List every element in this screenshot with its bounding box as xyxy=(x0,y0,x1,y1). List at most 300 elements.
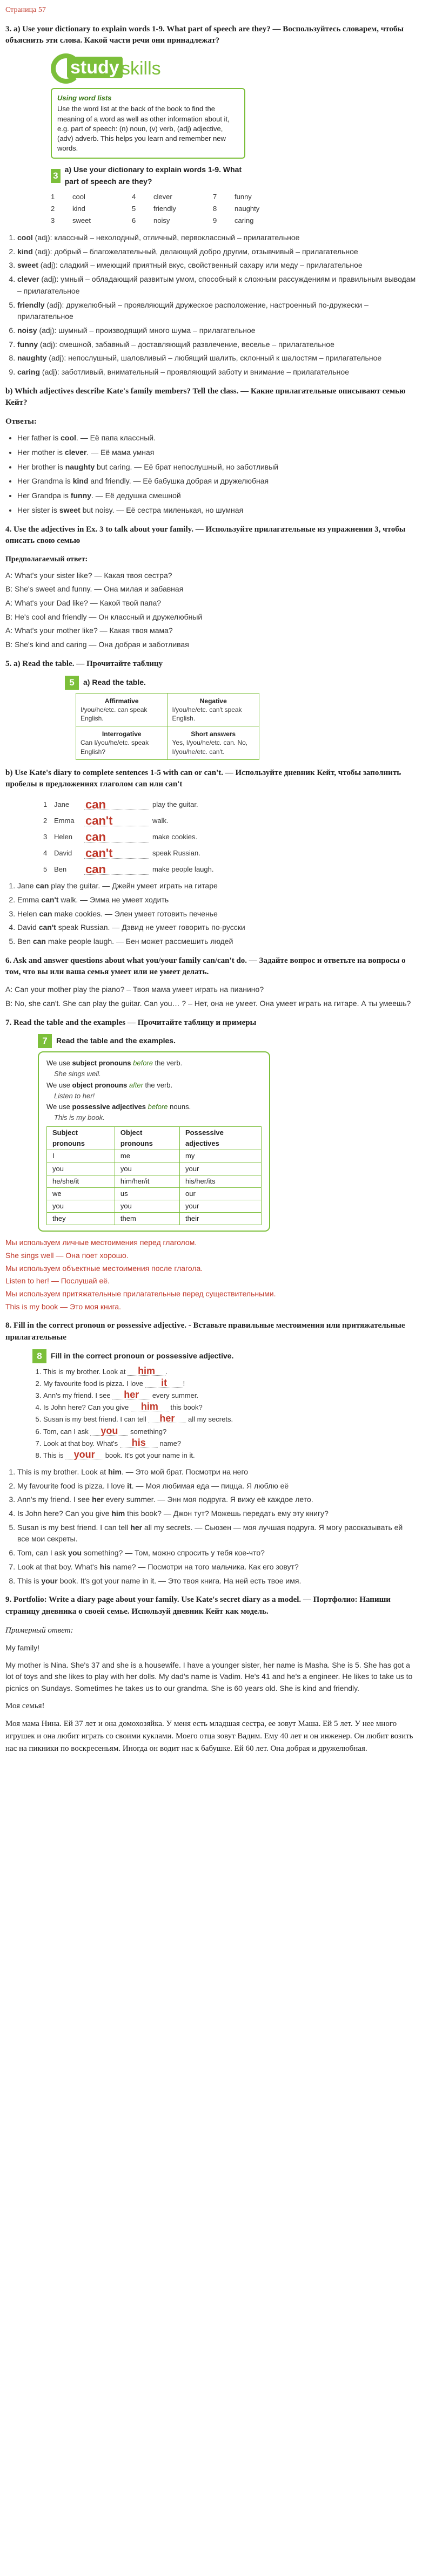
page-number: Страница 57 xyxy=(5,6,46,14)
list-item xyxy=(17,246,417,258)
answer-pre: Her Grandpa is xyxy=(17,491,71,500)
answer-pre: Ann's my friend. I see xyxy=(17,1495,92,1504)
answer-pre: Helen xyxy=(17,909,39,918)
rule-note: Мы используем личные местоимения перед глаголом. xyxy=(5,1238,197,1247)
word: friendly xyxy=(153,204,176,213)
handwritten-answer: you xyxy=(90,1426,128,1436)
answer-word: cool xyxy=(17,233,33,242)
word-number: 3 xyxy=(51,216,55,225)
interrogative-head: Interrogative xyxy=(102,730,142,738)
answer-bold: sweet xyxy=(59,505,81,514)
table-row xyxy=(47,1163,262,1175)
answer-blank xyxy=(84,862,149,876)
sentence-number: 1 xyxy=(43,800,48,809)
answer-post: make people laugh. — Бен может рассмешить людей xyxy=(45,936,233,946)
handwritten-answer: his xyxy=(120,1438,158,1447)
word-number: 2 xyxy=(51,204,55,213)
answer-pre: Her brother is xyxy=(17,462,65,471)
dialog-line: B: She's sweet and funny. — Она милая и забавная xyxy=(5,584,184,594)
rule-1-green: before xyxy=(131,1059,153,1068)
answer-bold: can't xyxy=(41,895,59,904)
rule-1-pre: We use xyxy=(46,1059,72,1068)
pronoun-cell: our xyxy=(180,1187,262,1200)
list-item xyxy=(17,1547,417,1559)
word-number: 8 xyxy=(213,204,217,213)
question-3b: b) Which adjectives describe Kate's family members? Tell the class. — Какие прилагательные описывают семью Кейт? xyxy=(5,386,406,407)
answer-post: book. It's got your name in it. — Это твоя книга. На ней есть твое имя. xyxy=(57,1576,302,1585)
list-item xyxy=(17,325,417,337)
sentence-row xyxy=(43,845,249,859)
sentence-name: Emma xyxy=(54,817,75,825)
pronoun-header-cell: Subject pronouns xyxy=(47,1127,115,1150)
answer-post: name? — Посмотри на того мальчика. Как его зовут? xyxy=(110,1562,299,1571)
list-item xyxy=(17,352,417,364)
ru-greeting: Моя семья! xyxy=(5,1701,45,1710)
pronoun-cell: me xyxy=(115,1150,179,1163)
word: sweet xyxy=(72,216,91,225)
rule-note: Мы используем притяжательные прилагательные перед существительными. xyxy=(5,1289,276,1299)
answer-pre: Tom, can I ask xyxy=(17,1548,69,1558)
sentence-pre: This is xyxy=(43,1451,66,1459)
rule-2-bold: object pronouns xyxy=(72,1080,128,1089)
question-4-dialog xyxy=(5,570,417,651)
answer-word: clever xyxy=(17,275,39,284)
list-item xyxy=(17,894,417,906)
answer-pre: Is John here? Can you give xyxy=(17,1509,112,1518)
answer-bold: him xyxy=(108,1467,122,1477)
study-skills-logo xyxy=(51,53,245,85)
pronoun-cell: my xyxy=(180,1150,262,1163)
question-3a-answers xyxy=(5,232,417,378)
rule-3-bold: possessive adjectives xyxy=(72,1102,146,1111)
answer-bold: can xyxy=(39,909,52,918)
pronoun-cell: him/her/it xyxy=(115,1175,179,1187)
word: clever xyxy=(153,192,172,201)
answer-definition: (adj): шумный – производящий много шума – прилагательное xyxy=(37,325,256,335)
list-item xyxy=(43,1438,270,1449)
rule-note: This is my book — Это моя книга. xyxy=(5,1302,122,1311)
answer-post: . — Её дедушка смешной xyxy=(91,491,181,500)
answer-blank xyxy=(84,798,149,812)
rule-note: She sings well — Она поет хорошо. xyxy=(5,1250,129,1260)
dialog-line: A: What's your Dad like? — Какой твой папа? xyxy=(5,599,162,608)
handwritten-answer: him xyxy=(128,1367,165,1376)
exercise-number-badge: 7 xyxy=(38,1034,52,1048)
table-row xyxy=(47,1213,262,1225)
sentence-name: Jane xyxy=(54,800,70,809)
sentence-post: book. It's got your name in it. xyxy=(103,1451,195,1459)
rule-3 xyxy=(46,1102,262,1112)
sentence-number: 4 xyxy=(43,849,48,858)
answer-pre: Look at that boy. What's xyxy=(17,1562,100,1571)
list-item xyxy=(17,475,417,487)
answer-word: naughty xyxy=(17,354,47,363)
sentence-name: Ben xyxy=(54,865,67,874)
answer-pre: David xyxy=(17,923,39,932)
word-number: 7 xyxy=(213,192,217,201)
answer-bold: him xyxy=(111,1509,125,1518)
list-item xyxy=(17,432,417,444)
answer-pre: Emma xyxy=(17,895,42,904)
answer-bold: naughty xyxy=(65,462,95,471)
answer-post: every summer. — Энн моя подруга. Я вижу её каждое лето. xyxy=(103,1495,313,1504)
handwritten-answer: can't xyxy=(85,814,113,828)
sentence-post: name? xyxy=(157,1439,182,1447)
sentence-row xyxy=(43,861,249,875)
list-item xyxy=(17,1494,417,1506)
sentence-number: 5 xyxy=(43,865,48,874)
sentence-rest: walk. xyxy=(152,817,169,825)
pronoun-table-header xyxy=(47,1127,262,1150)
sentence-pre: Look at that boy. What's xyxy=(43,1439,120,1447)
answer-bold: cool xyxy=(61,433,76,443)
question-4: 4. Use the adjectives in Ex. 3 to talk about your family. — Используйте прилагательные из упражнения 3, чтобы описать свою семью xyxy=(5,525,406,546)
exercise-5-title: a) Read the table. xyxy=(83,677,146,687)
answer-post: something? — Том, можно спросить у тебя кое-что? xyxy=(82,1548,265,1558)
answer-definition: (adj): умный – обладающий развитым умом, способный к сложным рассуждениям и правильным выводам – прилагательное xyxy=(17,275,416,295)
answer-pre: Her Grandma is xyxy=(17,477,73,486)
rule-1 xyxy=(46,1058,262,1069)
sentence-rest: make cookies. xyxy=(152,833,198,841)
affirmative-body: I/you/he/etc. can speak English. xyxy=(81,705,148,722)
interrogative-cell xyxy=(76,726,168,760)
sentence-pre: Ann's my friend. I see xyxy=(43,1391,113,1400)
answer-word: noisy xyxy=(17,325,37,335)
sentence-post: something? xyxy=(128,1427,167,1436)
answer-post: walk. — Эмма не умеет ходить xyxy=(58,895,169,904)
answer-bold: clever xyxy=(64,448,87,457)
en-text: My mother is Nina. She's 37 and she is a housewife. I have a younger sister, her name is Masha. She is 5. She has got a lot of toys and she likes to play with her dolls. My dad's name is Vadim. He's 41 and he's a engineer. He likes to take us to picnics on Sundays. Sometimes he takes us to our grandma. She is 60 years old. She is kind and friendly. xyxy=(5,1660,413,1693)
answer-pre: Her sister is xyxy=(17,505,59,514)
answer-bold: it xyxy=(127,1481,132,1490)
sentence-pre: My favourite food is pizza. I love xyxy=(43,1379,145,1388)
answer-post: . — Это мой брат. Посмотри на него xyxy=(121,1467,249,1477)
table-row xyxy=(47,1187,262,1200)
dialog-line: B: She's kind and caring — Она добрая и заботливая xyxy=(5,640,189,649)
answer-definition: (adj): добрый – благожелательный, делающий добро другим, отзывчивый – прилагательное xyxy=(32,247,358,256)
answer-definition: (adj): сладкий – имеющий приятный вкус, свойственный сахару или меду – прилагательное xyxy=(38,261,363,270)
sentence-post: . xyxy=(165,1367,168,1376)
dialog-line: A: What's your sister like? — Какая твоя сестра? xyxy=(5,570,172,580)
answer-post: this book? — Джон тут? Можешь передать ему эту книгу? xyxy=(125,1509,329,1518)
list-item xyxy=(43,1402,270,1413)
list-item xyxy=(43,1426,270,1437)
rule-2-post: the verb. xyxy=(143,1080,173,1089)
affirmative-head: Affirmative xyxy=(104,697,139,705)
answer-post: make cookies. — Элен умеет готовить печенье xyxy=(52,909,218,918)
exercise-5b-sentences xyxy=(43,796,249,875)
sentence-pre: Is John here? Can you give xyxy=(43,1403,131,1412)
list-item xyxy=(17,274,417,297)
word: naughty xyxy=(235,204,260,213)
answer-bold: you xyxy=(68,1548,82,1558)
exercise-5-panel xyxy=(65,676,270,760)
handwritten-answer: him xyxy=(131,1402,169,1411)
dialog-line: B: No, she can't. She can play the guitar. Can you… ? – Нет, она не умеет. Она умеет играть на гитаре. А ты умеешь? xyxy=(5,998,411,1008)
short-answers-cell xyxy=(168,726,259,760)
sentence-pre: This is my brother. Look at xyxy=(43,1367,128,1376)
answer-definition: (adj): заботливый, внимательный – проявляющий заботу и внимание – прилагательное xyxy=(40,367,349,376)
rule-1-post: the verb. xyxy=(153,1059,183,1068)
pronoun-cell: you xyxy=(47,1200,115,1212)
handwritten-answer: can xyxy=(85,862,106,876)
rule-1-sample: She sings well. xyxy=(54,1070,101,1078)
answer-pre: Her mother is xyxy=(17,448,65,457)
handwritten-answer: her xyxy=(112,1390,150,1399)
answer-pre: My favourite food is pizza. I love xyxy=(17,1481,128,1490)
list-item xyxy=(43,1367,270,1377)
dialog-line: B: He's cool and friendly — Он классный и дружелюбный xyxy=(5,612,203,621)
question-6-dialog xyxy=(5,984,417,1009)
answer-post: . — Её мама умная xyxy=(86,448,155,457)
question-5b: b) Use Kate's diary to complete sentences 1-5 with can or can't. — Используйте дневник Кейт, чтобы заполнить пробелы в предложениях глаголом can или can't xyxy=(5,768,401,789)
handwritten-answer: can xyxy=(85,798,106,812)
rule-3-sample: This is my book. xyxy=(54,1113,105,1122)
word-number: 9 xyxy=(213,216,217,225)
handwritten-answer: can xyxy=(85,830,106,844)
word: caring xyxy=(235,216,254,225)
word-number: 5 xyxy=(132,204,136,213)
exercise-number-badge: 3 xyxy=(51,169,61,183)
study-skills-box-text: Use the word list at the back of the book to find the meaning of a word as well as other information about it, e.g. part of speech: (n) noun, (v) verb, (adj) adjective, (adv) adverb. This helps you learn and remember new words. xyxy=(57,105,230,153)
list-item xyxy=(43,1450,270,1461)
word-number: 1 xyxy=(51,192,55,201)
answer-post: and friendly. — Её бабушка добрая и дружелюбная xyxy=(88,477,269,486)
exercise-number-badge: 5 xyxy=(65,676,79,690)
table-row xyxy=(47,1150,262,1163)
pronoun-cell: your xyxy=(180,1200,262,1212)
exercise-8-panel xyxy=(32,1349,270,1461)
answer-pre: This is my brother. Look at xyxy=(17,1467,109,1477)
question-6: 6. Ask and answer questions about what you/your family can/can't do. — Задайте вопрос и ответьте на вопросы о том, что вы или ваша семья умеет или не умеет делать. xyxy=(5,956,406,977)
list-item xyxy=(17,1466,417,1478)
pronoun-cell: you xyxy=(47,1163,115,1175)
sentence-post: ! xyxy=(183,1379,185,1388)
sentence-rest: speak Russian. xyxy=(152,849,200,858)
sentence-name: Helen xyxy=(54,833,72,841)
list-item xyxy=(43,1414,270,1425)
word: cool xyxy=(72,192,85,201)
answer-bold: his xyxy=(99,1562,111,1571)
pronoun-header-cell: Object pronouns xyxy=(115,1127,179,1150)
dialog-line: A: Can your mother play the piano? – Твоя мама умеет играть на пианино? xyxy=(5,985,264,994)
q4-label: Предполагаемый ответ: xyxy=(5,555,88,564)
rule-2-sample: Listen to her! xyxy=(54,1091,95,1100)
en-greeting: My family! xyxy=(5,1643,39,1652)
answer-post: but caring. — Её брат непослушный, но заботливый xyxy=(95,462,278,471)
pronoun-cell: his/her/its xyxy=(180,1175,262,1187)
answer-pre: Susan is my best friend. I can tell xyxy=(17,1523,131,1532)
answer-definition: (adj): непослушный, шаловливый – любящий шалить, склонный к шалостям – прилагательное xyxy=(46,354,382,363)
sample-answer-label: Примерный ответ: xyxy=(5,1626,73,1635)
study-skills-logo-word2: skills xyxy=(121,58,161,79)
exercise-7-title: Read the table and the examples. xyxy=(56,1036,176,1045)
answer-bold: her xyxy=(92,1495,104,1504)
list-item xyxy=(17,339,417,351)
list-item xyxy=(17,936,417,948)
pronoun-cell: us xyxy=(115,1187,179,1200)
list-item xyxy=(43,1378,270,1389)
affirmative-cell xyxy=(76,693,168,726)
table-row xyxy=(47,1200,262,1212)
answer-pre: This is xyxy=(17,1576,42,1585)
answer-post: all my secrets. — Сьюзен — моя лучшая подруга. Я могу рассказывать ей все мои секреты. xyxy=(17,1523,403,1544)
handwritten-answer: can't xyxy=(85,846,113,860)
answer-bold: kind xyxy=(72,477,89,486)
word: kind xyxy=(72,204,85,213)
list-item xyxy=(17,880,417,892)
question-3a: 3. a) Use your dictionary to explain words 1-9. What part of speech are they? — Воспользуйтесь словарем, чтобы объяснить эти слова. Какой части речи они принадлежат? xyxy=(5,24,404,45)
exercise-number-badge: 8 xyxy=(32,1349,46,1363)
answer-bold: funny xyxy=(70,491,91,500)
pronoun-cell: you xyxy=(115,1200,179,1212)
negative-head: Negative xyxy=(199,697,227,705)
list-item xyxy=(17,490,417,502)
pronoun-rules-box xyxy=(38,1051,270,1232)
question-8: 8. Fill in the correct pronoun or possessive adjective. - Вставьте правильные местоимения или притяжательные прилагательные xyxy=(5,1321,405,1342)
question-8-answers xyxy=(5,1466,417,1587)
question-7: 7. Read the table and the examples — Прочитайте таблицу и примеры xyxy=(5,1018,257,1027)
negative-cell xyxy=(168,693,259,726)
answer-word: caring xyxy=(17,367,41,376)
answer-pre: Jane xyxy=(17,881,36,891)
sentence-number: 2 xyxy=(43,817,48,825)
study-skills-box xyxy=(51,88,245,159)
exercise-7-panel xyxy=(38,1034,270,1232)
list-item xyxy=(17,232,417,244)
answer-post: but noisy. — Её сестра миленькая, но шумная xyxy=(80,505,244,514)
answer-blank xyxy=(84,830,149,844)
sentence-rest: make people laugh. xyxy=(152,865,214,874)
list-item xyxy=(17,1480,417,1492)
list-item xyxy=(17,300,417,323)
list-item xyxy=(17,1575,417,1587)
question-5b-answers xyxy=(5,880,417,947)
sentence-rest: play the guitar. xyxy=(152,800,198,809)
answer-word: sweet xyxy=(17,261,38,270)
question-5a: 5. a) Read the table. — Прочитайте таблицу xyxy=(5,659,163,668)
exercise-8-title: Fill in the correct pronoun or possessive adjective. xyxy=(51,1351,234,1361)
handwritten-answer: it xyxy=(145,1378,183,1388)
handwritten-answer: her xyxy=(148,1414,186,1423)
exercise-3-panel xyxy=(51,164,260,227)
negative-body: I/you/he/etc. can't speak English. xyxy=(172,705,242,722)
answer-word: funny xyxy=(17,339,38,349)
exercise-8-sentences xyxy=(32,1367,270,1461)
sentence-post: every summer. xyxy=(150,1391,199,1400)
rule-3-post: nouns. xyxy=(168,1102,191,1111)
sentence-pre: Susan is my best friend. I can tell xyxy=(43,1415,149,1424)
question-3b-answers xyxy=(5,432,417,516)
pronoun-cell: you xyxy=(115,1163,179,1175)
answer-post: speak Russian. — Дэвид не умеет говорить по-русски xyxy=(56,923,245,932)
question-7-notes xyxy=(5,1237,417,1313)
list-item xyxy=(17,908,417,920)
answer-bold: her xyxy=(130,1523,143,1532)
list-item xyxy=(17,1522,417,1545)
can-table xyxy=(76,693,259,760)
ru-text: Моя мама Нина. Ей 37 лет и она домохозяйка. У меня есть младшая сестра, ее зовут Маша. Ей 5 лет. У нее много игрушек и она любит играть со своими куклами. Моего отца зовут Вадим. Ему 40 лет и он инженер. Он любит возить нас на пикники по воскресеньям. Иногда он водит нас к бабушке. Ей 60 лет. Она добрая и дружелюбная. xyxy=(5,1719,413,1753)
table-row xyxy=(47,1175,262,1187)
short-answers-head: Short answers xyxy=(191,730,236,738)
rule-note: Listen to her! — Послушай её. xyxy=(5,1276,110,1286)
pronoun-cell: they xyxy=(47,1213,115,1225)
sentence-post: all my secrets. xyxy=(186,1415,233,1424)
answer-post: play the guitar. — Джейн умеет играть на гитаре xyxy=(49,881,218,891)
rule-2 xyxy=(46,1080,262,1091)
pronoun-header-cell: Possessive adjectives xyxy=(180,1127,262,1150)
dialog-line: A: What's your mother like? — Какая твоя мама? xyxy=(5,626,173,635)
sentence-row xyxy=(43,828,249,842)
list-item xyxy=(17,366,417,378)
word: noisy xyxy=(153,216,170,225)
interrogative-body: Can I/you/he/etc. speak English? xyxy=(81,739,149,756)
list-item xyxy=(17,922,417,934)
pronoun-cell: your xyxy=(180,1163,262,1175)
rule-2-pre: We use xyxy=(46,1080,72,1089)
question-9: 9. Portfolio: Write a diary page about your family. Use Kate's secret diary as a model. — Портфолио: Напиши страницу дневника о своей семье. Используй дневник Кейт как модель. xyxy=(5,1595,391,1616)
sentence-name: David xyxy=(54,849,72,858)
answer-bold: can xyxy=(32,936,46,946)
answer-post: . — Моя любимая еда — пицца. Я люблю её xyxy=(131,1481,289,1490)
answer-post: . — Её папа классный. xyxy=(76,433,156,443)
answer-pre: Her father is xyxy=(17,433,61,443)
rule-3-pre: We use xyxy=(46,1102,72,1111)
pronoun-cell: their xyxy=(180,1213,262,1225)
list-item xyxy=(43,1390,270,1401)
list-item xyxy=(17,505,417,516)
rule-3-green: before xyxy=(146,1102,168,1111)
sentence-number: 3 xyxy=(43,833,48,841)
list-item xyxy=(17,447,417,459)
pronoun-table xyxy=(46,1126,262,1225)
pronoun-cell: I xyxy=(47,1150,115,1163)
sentence-pre: Tom, can I ask xyxy=(43,1427,91,1436)
study-skills-box-title: Using word lists xyxy=(57,94,112,103)
sentence-row xyxy=(43,812,249,826)
list-item xyxy=(17,1561,417,1573)
answer-pre: Ben xyxy=(17,936,33,946)
answer-bold: your xyxy=(41,1576,58,1585)
sentence-post: this book? xyxy=(168,1403,203,1412)
word-number: 4 xyxy=(132,192,136,201)
word-number: 6 xyxy=(132,216,136,225)
answers-label: Ответы: xyxy=(5,417,37,426)
pronoun-cell: we xyxy=(47,1187,115,1200)
short-answers-body: Yes, I/you/he/etc. can. No, I/you/he/etc. can't. xyxy=(172,739,248,756)
study-skills-logo-word1: study xyxy=(67,57,123,78)
rule-1-bold: subject pronouns xyxy=(72,1059,131,1068)
answer-definition: (adj): классный – нехолодный, отличный, первоклассный – прилагательное xyxy=(32,233,300,242)
exercise-3-word-grid xyxy=(51,191,260,227)
exercise-3-title: a) Use your dictionary to explain words 1-9. What part of speech are they? xyxy=(64,165,242,186)
rule-note: Мы используем объектные местоимения после глагола. xyxy=(5,1263,203,1273)
rule-2-green: after xyxy=(127,1080,143,1089)
study-skills-panel xyxy=(51,53,245,159)
list-item xyxy=(17,260,417,271)
answer-word: kind xyxy=(17,247,33,256)
answer-blank xyxy=(84,814,149,828)
list-item xyxy=(17,461,417,473)
list-item xyxy=(17,1508,417,1520)
sentence-row xyxy=(43,796,249,810)
answer-definition: (adj): смешной, забавный – доставляющий развлечение, веселье – прилагательное xyxy=(38,339,334,349)
pronoun-cell: them xyxy=(115,1213,179,1225)
answer-definition: (adj): дружелюбный – проявляющий дружеское расположение, настроенный по-дружески – прилагательное xyxy=(17,300,369,321)
pronoun-cell: he/she/it xyxy=(47,1175,115,1187)
handwritten-answer: your xyxy=(65,1450,103,1459)
answer-bold: can't xyxy=(38,923,56,932)
